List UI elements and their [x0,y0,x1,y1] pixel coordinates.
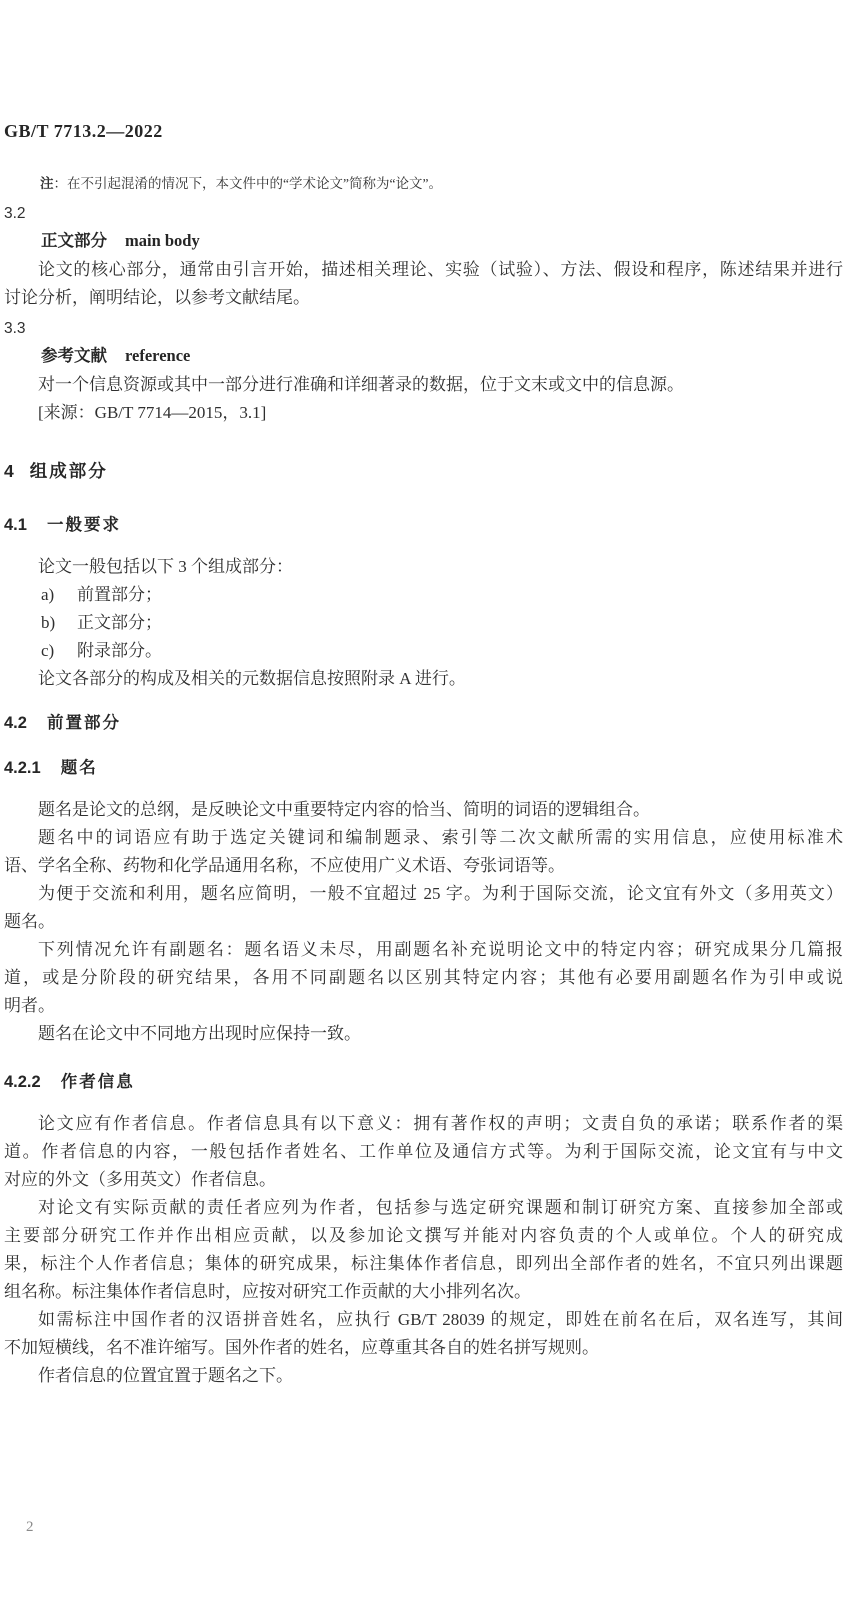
section-number: 4.1 [4,516,27,534]
section-heading-4-1 [4,511,843,539]
list-item [4,609,843,637]
section-title: 一般要求 [46,516,121,534]
clause-number-3-2: 3.2 [4,205,26,222]
term-heading-reference [4,342,843,371]
section-heading-4-2-2 [4,1068,843,1096]
list-item [4,581,843,609]
running-header: GB/T 7713.2—2022 [4,121,163,141]
list-text: 附录部分。 [77,641,162,660]
section-number: 4.2 [4,714,27,732]
section-heading-4-2-1 [4,754,843,782]
section-heading-4-2 [4,709,843,737]
list-text: 前置部分； [77,585,162,604]
list-item [4,637,843,665]
chapter-number: 4 [4,461,14,481]
paragraph-line: 不加短横线，名不准许缩写。国外作者的姓名，应尊重其各自的姓名拼写规则。 [4,1338,599,1357]
paragraph-line: 语、学名全称、药物和化学品通用名称，不应使用广义术语、夸张词语等。 [4,856,565,875]
chapter-title: 组成部分 [29,461,108,481]
paragraph-line: 如需标注中国作者的汉语拼音姓名，应执行 GB/T 28039 的规定，即姓在前名在后，双名连写，其间 [38,1310,843,1329]
note-text: ：在不引起混淆的情况下，本文件中的“学术论文”简称为“论文”。 [53,176,442,191]
term-definition-line: 对一个信息资源或其中一部分进行准确和详细著录的数据，位于文末或文中的信息源。 [38,375,684,394]
list-text: 正文部分； [77,613,162,632]
paragraph-line: 论文应有作者信息。作者信息具有以下意义：拥有著作权的声明；文责自负的承诺；联系作者的渠 [38,1114,843,1133]
document-page [0,120,850,1610]
term-zh: 正文部分 [41,232,107,250]
chapter-heading-4 [4,456,843,486]
term-definition-line: 论文的核心部分，通常由引言开始，描述相关理论、实验（试验）、方法、假设和程序，陈述结果并进行 [38,260,843,279]
section-number: 4.2.2 [4,1073,41,1091]
clause-number-3-3: 3.3 [4,320,26,337]
section-number: 4.2.1 [4,759,41,777]
note-label: 注 [40,176,54,191]
source-reference: [来源：GB/T 7714—2015，3.1] [38,403,267,422]
paragraph-line: 对应的外文（多用英文）作者信息。 [4,1170,276,1189]
section-title: 作者信息 [60,1073,135,1091]
term-en: reference [125,346,191,365]
paragraph-line: 论文各部分的构成及相关的元数据信息按照附录 A 进行。 [38,669,466,688]
page-number: 2 [26,1519,34,1535]
paragraph-line: 明者。 [4,996,55,1015]
paragraph-line: 主要部分研究工作并作出相应贡献，以及参加论文撰写并能对内容负责的个人或单位。个人的研究成 [4,1226,843,1245]
paragraph-line: 论文一般包括以下 3 个组成部分： [38,557,293,576]
paragraph-line: 为便于交流和利用，题名应简明，一般不宜超过 25 字。为利于国际交流，论文宜有外文（多用英文） [38,884,843,903]
paragraph-line: 题名在论文中不同地方出现时应保持一致。 [38,1024,361,1043]
list-marker: c) [41,641,55,660]
term-heading-main-body [4,227,843,256]
term-zh: 参考文献 [41,347,107,365]
page-content [0,120,850,1390]
paragraph-line: 果，标注个人作者信息；集体的研究成果，标注集体作者信息，即列出全部作者的姓名，不宜只列出课题 [4,1254,843,1273]
paragraph-line: 对论文有实际贡献的责任者应列为作者，包括参与选定研究课题和制订研究方案、直接参加全部或 [38,1198,843,1217]
term-en: main body [125,231,200,250]
term-definition-line: 讨论分析，阐明结论，以参考文献结尾。 [4,288,310,307]
paragraph-line: 题名中的词语应有助于选定关键词和编制题录、索引等二次文献所需的实用信息，应使用标准术 [38,828,843,847]
paragraph-line: 组名称。标注集体作者信息时，应按对研究工作贡献的大小排列名次。 [4,1282,531,1301]
paragraph-line: 作者信息的位置宜置于题名之下。 [38,1366,293,1385]
paragraph-line: 题名是论文的总纲，是反映论文中重要特定内容的恰当、简明的词语的逻辑组合。 [38,800,650,819]
list-marker: b) [41,613,56,632]
list-marker: a) [41,585,55,604]
paragraph-line: 道，或是分阶段的研究结果，各用不同副题名以区别其特定内容；其他有必要用副题名作为引申或说 [4,968,843,987]
paragraph-line: 题名。 [4,912,55,931]
note-line [4,173,843,195]
paragraph-line: 下列情况允许有副题名：题名语义未尽，用副题名补充说明论文中的特定内容；研究成果分几篇报 [38,940,843,959]
paragraph-line: 道。作者信息的内容，一般包括作者姓名、工作单位及通信方式等。为利于国际交流，论文宜有与中文 [4,1142,843,1161]
section-title: 前置部分 [46,714,121,732]
section-title: 题名 [60,759,98,777]
